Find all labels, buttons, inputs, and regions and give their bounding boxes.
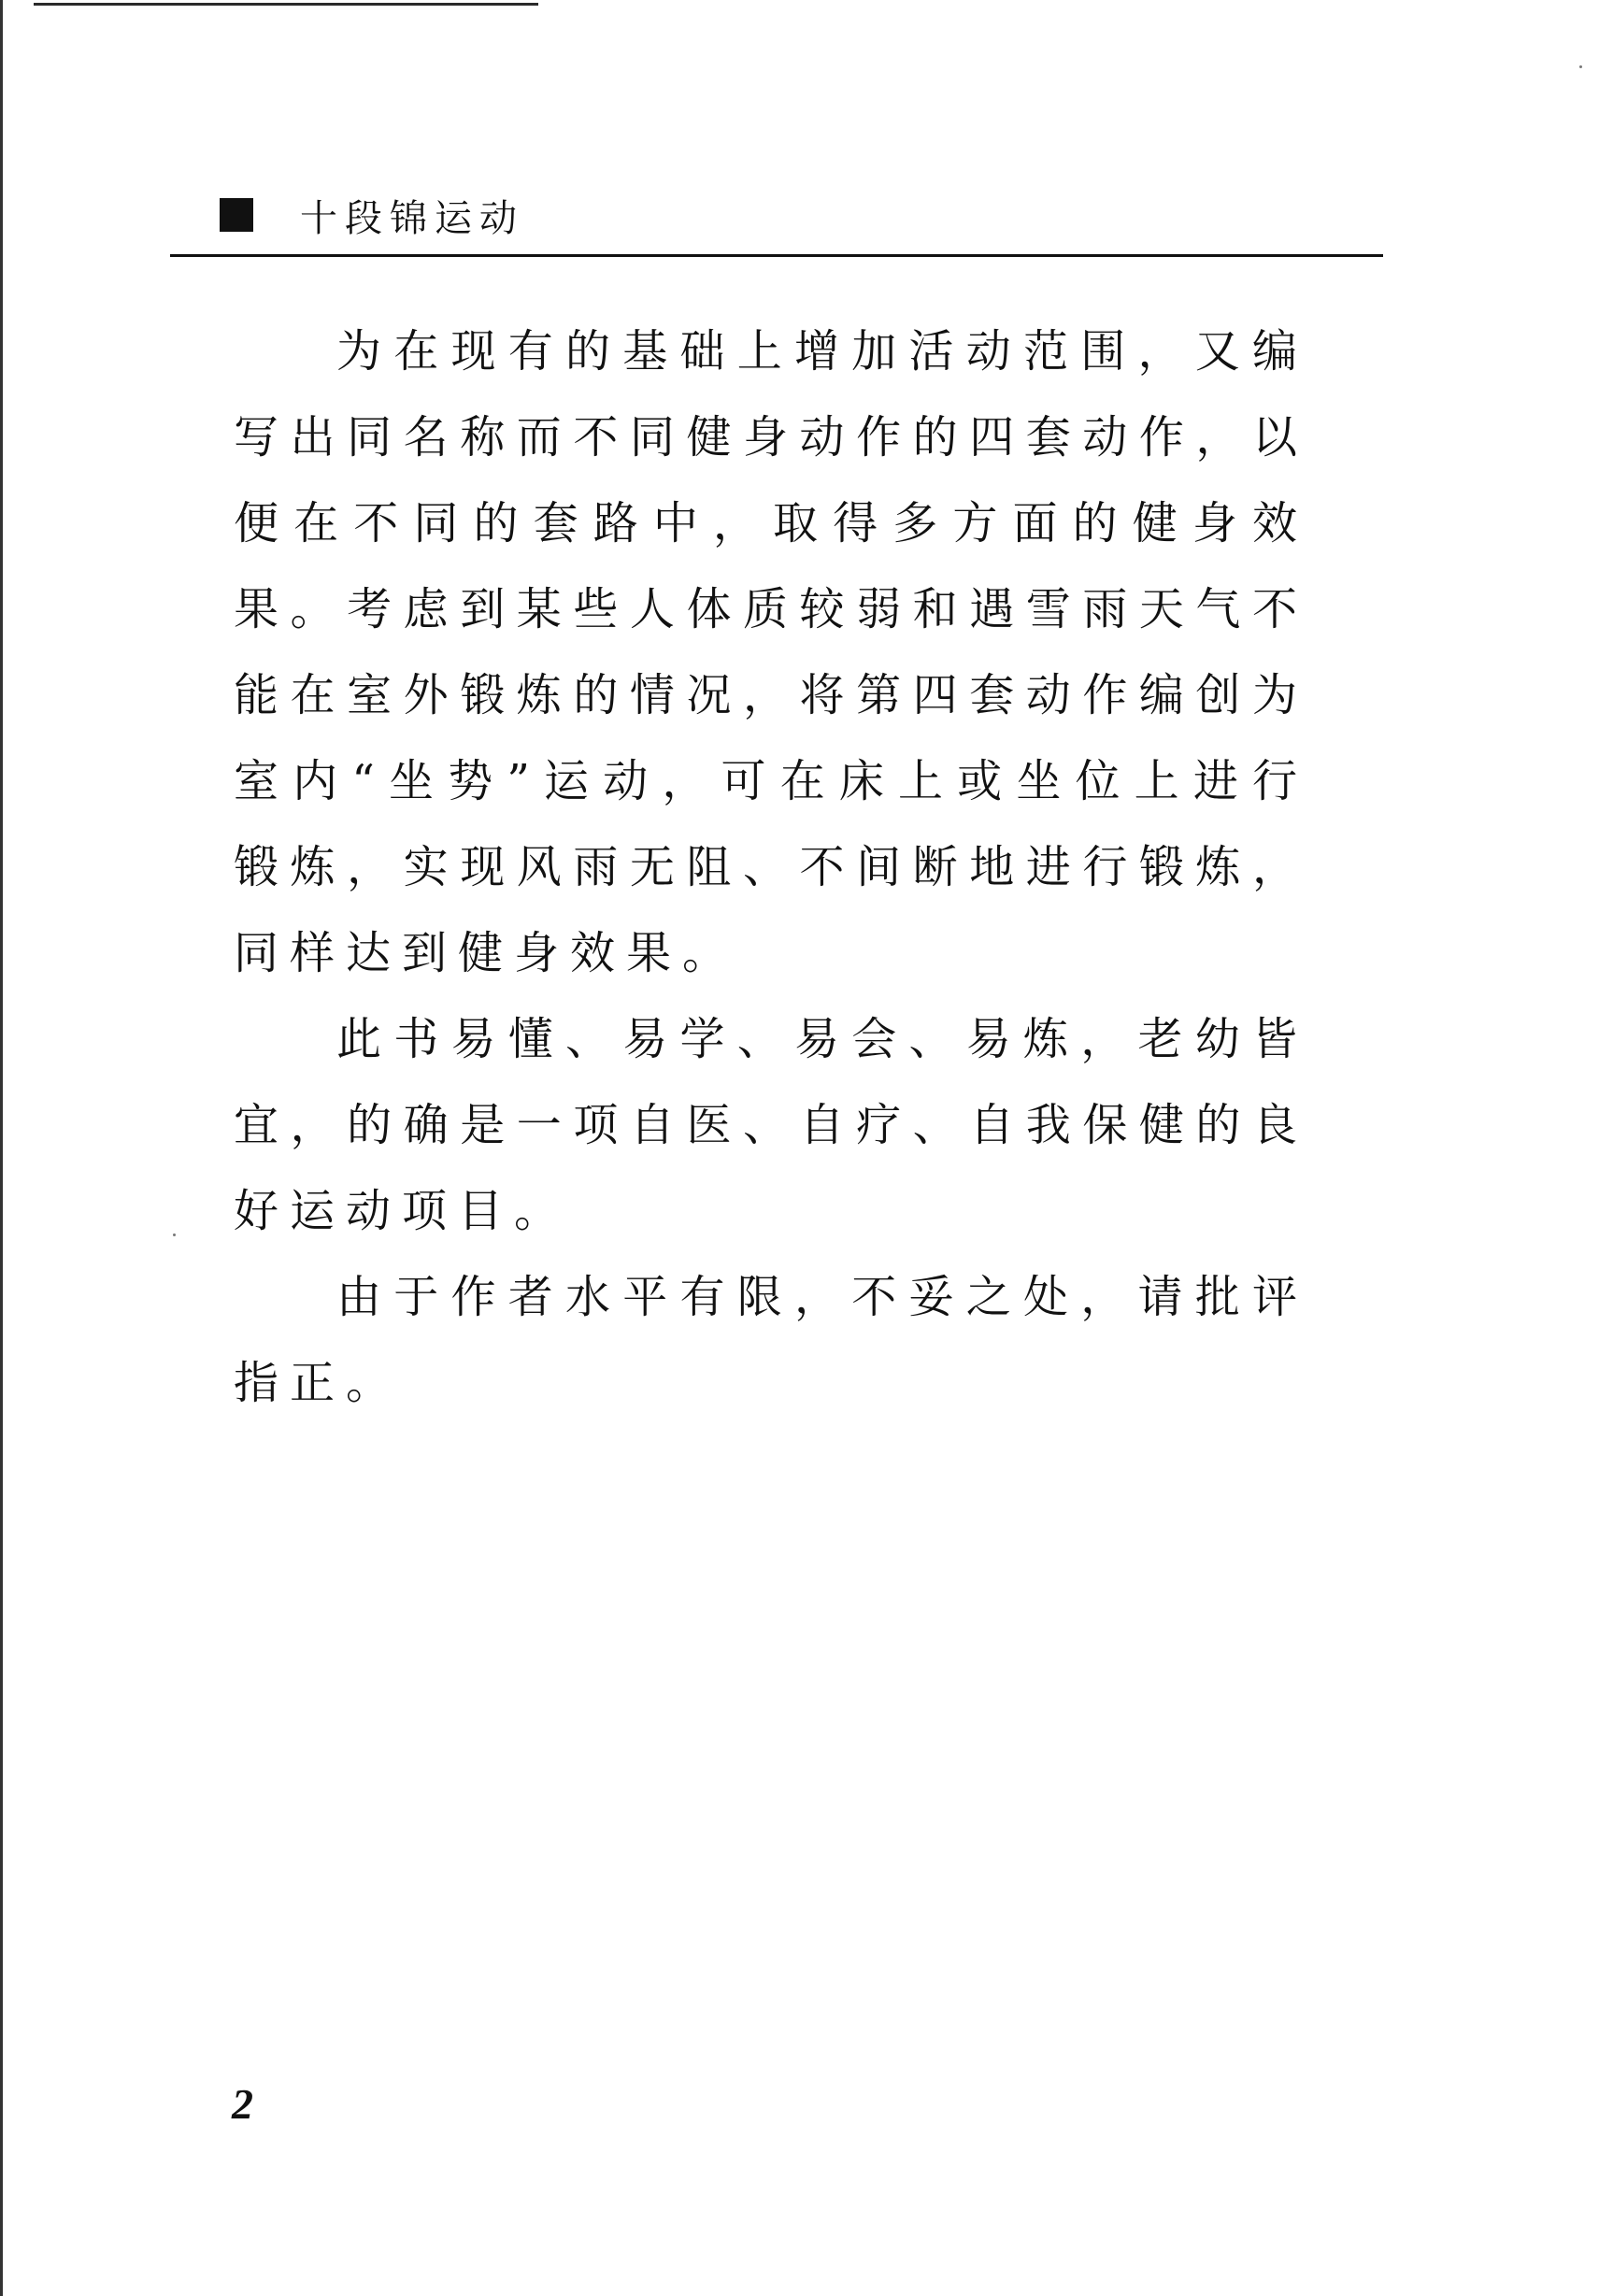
page-number: 2 — [232, 2080, 253, 2128]
scan-speck — [1579, 65, 1582, 68]
scan-top-line — [34, 3, 538, 6]
paragraph-1: 为在现有的基础上增加活动范围，又编写出同名称而不同健身动作的四套动作，以便在不同的套路中，取得多方面的健身效果。考虑到某些人体质较弱和遇雪雨天气不能在室外锻炼的情况，将第四套动作编创为室内“坐势”运动，可在床上或坐位上进行锻炼，实现风雨无阻、不间断地进行锻炼，同样达到健身效果。 — [234, 325, 1308, 979]
body-text — [234, 308, 1308, 1426]
paragraph-2: 此书易懂、易学、易会、易炼，老幼皆宜，的确是一项自医、自疗、自我保健的良好运动项目。 — [234, 1013, 1308, 1237]
header-rule — [170, 254, 1383, 257]
scan-left-edge — [0, 0, 3, 2296]
paragraph-3: 由于作者水平有限，不妥之处，请批评指正。 — [234, 1271, 1308, 1409]
header-title: 十段锦运动 — [300, 196, 524, 240]
running-header — [220, 187, 524, 243]
scan-speck — [173, 1234, 176, 1236]
header-square-icon — [220, 198, 253, 232]
